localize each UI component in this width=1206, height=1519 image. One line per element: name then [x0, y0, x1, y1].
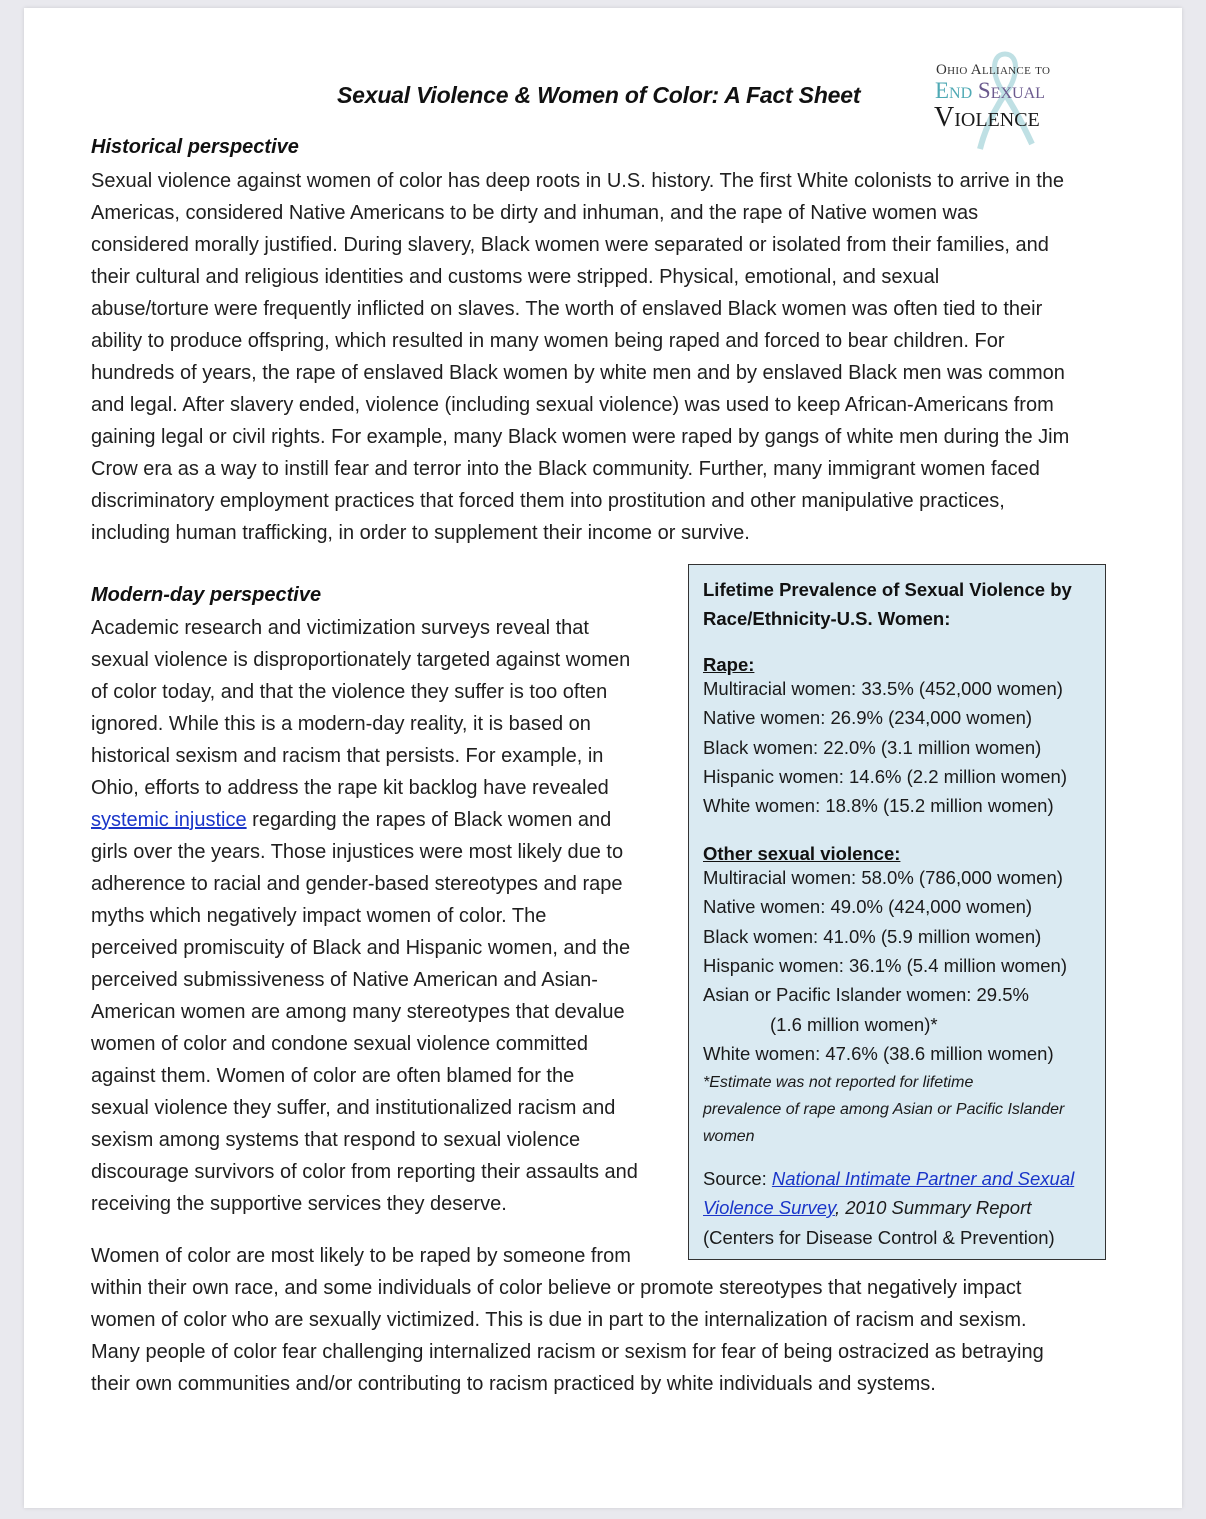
modern-heading: Modern-day perspective [91, 584, 322, 606]
logo-line-1: Ohio Alliance to [936, 62, 1051, 78]
box-title [703, 575, 1072, 633]
text-line: gaining legal or civil rights. For example, many Black women were raped by gangs of white men during the Jim [91, 426, 1070, 448]
text-line: American women are among many stereotypes that devalue [91, 1001, 625, 1023]
text-line: and legal. After slavery ended, violence (including sexual violence) was used to keep African-Americans from [91, 394, 1054, 416]
rape-heading: Rape: [703, 654, 755, 675]
modern-paragraph [91, 612, 638, 1220]
logo-line-2 [935, 78, 1045, 104]
text-fragment: regarding the rapes of Black women and [246, 809, 612, 831]
other-violence-heading: Other sexual violence: [703, 843, 901, 864]
text-line: women of color and condone sexual violence committed [91, 1033, 588, 1055]
text-line: of color today, and that the violence they suffer is too often [91, 681, 608, 703]
rape-stat-hispanic: Hispanic women: 14.6% (2.2 million women) [703, 766, 1067, 787]
source-line-1 [703, 1164, 1074, 1193]
rape-stat-black: Black women: 22.0% (3.1 million women) [703, 737, 1042, 758]
nisvs-link-continued[interactable] [703, 1197, 835, 1218]
text-line: discriminatory employment practices that forced them into prostitution and other manipulative practices, [91, 490, 1005, 512]
nisvs-link[interactable] [772, 1168, 1074, 1189]
text-line: discourage survivors of color from reporting their assaults and [91, 1161, 638, 1183]
logo-line-3: Violence [934, 102, 1040, 133]
document-page [24, 8, 1182, 1508]
rape-stat-native: Native women: 26.9% (234,000 women) [703, 707, 1033, 728]
text-line: women of color who are sexually victimized. This is due in part to the internalization of racism and sexism. [91, 1309, 1027, 1331]
text-line: perceived promiscuity of Black and Hispanic women, and the [91, 937, 631, 959]
rape-stat-multiracial: Multiracial women: 33.5% (452,000 women) [703, 678, 1063, 699]
nisvs-link-text-2: Violence Survey [703, 1197, 835, 1218]
text-line: adherence to racial and gender-based stereotypes and rape [91, 873, 623, 895]
logo-end-text: End [935, 78, 973, 103]
box-title-line-2: Race/Ethnicity-U.S. Women: [703, 608, 951, 629]
historical-heading: Historical perspective [91, 136, 299, 158]
text-line: Americas, considered Native Americans to be dirty and inhuman, and the rape of Native women was [91, 202, 979, 224]
other-stat-hispanic: Hispanic women: 36.1% (5.4 million women) [703, 955, 1067, 976]
other-stat-asian-pi: Asian or Pacific Islander women: 29.5% [703, 984, 1029, 1005]
text-line: their cultural and religious identities and customs were stripped. Physical, emotional, and sexual [91, 266, 940, 288]
text-line: Women of color are most likely to be raped by someone from [91, 1245, 631, 1267]
footnote-line: women [703, 1128, 755, 1145]
other-stat-black: Black women: 41.0% (5.9 million women) [703, 926, 1042, 947]
text-line: sexism among systems that respond to sexual violence [91, 1129, 581, 1151]
text-line: within their own race, and some individuals of color believe or promote stereotypes that negatively impact [91, 1277, 1022, 1299]
source-report-text: , 2010 Summary Report [834, 1197, 1032, 1218]
page-title: Sexual Violence & Women of Color: A Fact Sheet [337, 82, 861, 108]
text-line: historical sexism and racism that persists. For example, in [91, 745, 604, 767]
text-line: Academic research and victimization surveys reveal that [91, 617, 589, 639]
other-stat-native: Native women: 49.0% (424,000 women) [703, 896, 1033, 917]
footnote-line: prevalence of rape among Asian or Pacific Islander [703, 1101, 1065, 1118]
box-title-line-1: Lifetime Prevalence of Sexual Violence by [703, 579, 1072, 600]
other-stat-white: White women: 47.6% (38.6 million women) [703, 1043, 1054, 1064]
text-line: ignored. While this is a modern-day reality, it is based on [91, 713, 591, 735]
text-line: Ohio, efforts to address the rape kit backlog have revealed [91, 777, 609, 799]
text-line: ability to produce offspring, which resulted in many women being raped and forced to bear children. For [91, 330, 1005, 352]
text-line: girls over the years. Those injustices were most likely due to [91, 841, 624, 863]
logo [930, 36, 1080, 162]
text-line: their own communities and/or contributing to racism practiced by white individuals and systems. [91, 1373, 936, 1395]
text-line: receiving the supportive services they deserve. [91, 1193, 507, 1215]
text-line: considered morally justified. During slavery, Black women were separated or isolated from their families, and [91, 234, 1049, 256]
text-line: hundreds of years, the rape of enslaved Black women by white men and by enslaved Black men was common [91, 362, 1065, 384]
closing-paragraph [91, 1240, 1044, 1400]
text-line: including human trafficking, in order to supplement their income or survive. [91, 522, 750, 544]
logo-sexual-text: Sexual [977, 78, 1045, 103]
source-label: Source: [703, 1168, 772, 1189]
text-line: Sexual violence against women of color has deep roots in U.S. history. The first White colonists to arrive in the [91, 170, 1065, 192]
rape-stat-white: White women: 18.8% (15.2 million women) [703, 795, 1054, 816]
text-line: abuse/torture were frequently inflicted on slaves. The worth of enslaved Black women was often tied to their [91, 298, 1043, 320]
text-line: sexual violence they suffer, and institutionalized racism and [91, 1097, 616, 1119]
text-line-with-link [91, 804, 638, 836]
text-line: myths which negatively impact women of color. The [91, 905, 547, 927]
source-line-2 [703, 1193, 1031, 1222]
historical-paragraph [91, 165, 1069, 549]
other-stat-asian-pi-count: (1.6 million women)* [770, 1014, 938, 1035]
nisvs-link-text: National Intimate Partner and Sexual [771, 1168, 1075, 1189]
systemic-injustice-link[interactable]: systemic injustice [91, 809, 247, 831]
text-line: Crow era as a way to instill fear and terror into the Black community. Further, many immigrant women faced [91, 458, 1040, 480]
prevalence-stats-box [688, 564, 1106, 1260]
footnote-line: *Estimate was not reported for lifetime [703, 1074, 974, 1091]
text-line: against them. Women of color are often blamed for the [91, 1065, 575, 1087]
text-line: sexual violence is disproportionately targeted against women [91, 649, 631, 671]
text-line: perceived submissiveness of Native American and Asian- [91, 969, 598, 991]
other-stat-multiracial: Multiracial women: 58.0% (786,000 women) [703, 867, 1063, 888]
source-org: (Centers for Disease Control & Prevention) [703, 1227, 1055, 1248]
text-line: Many people of color fear challenging internalized racism or sexism for fear of being ostracized as betraying [91, 1341, 1044, 1363]
